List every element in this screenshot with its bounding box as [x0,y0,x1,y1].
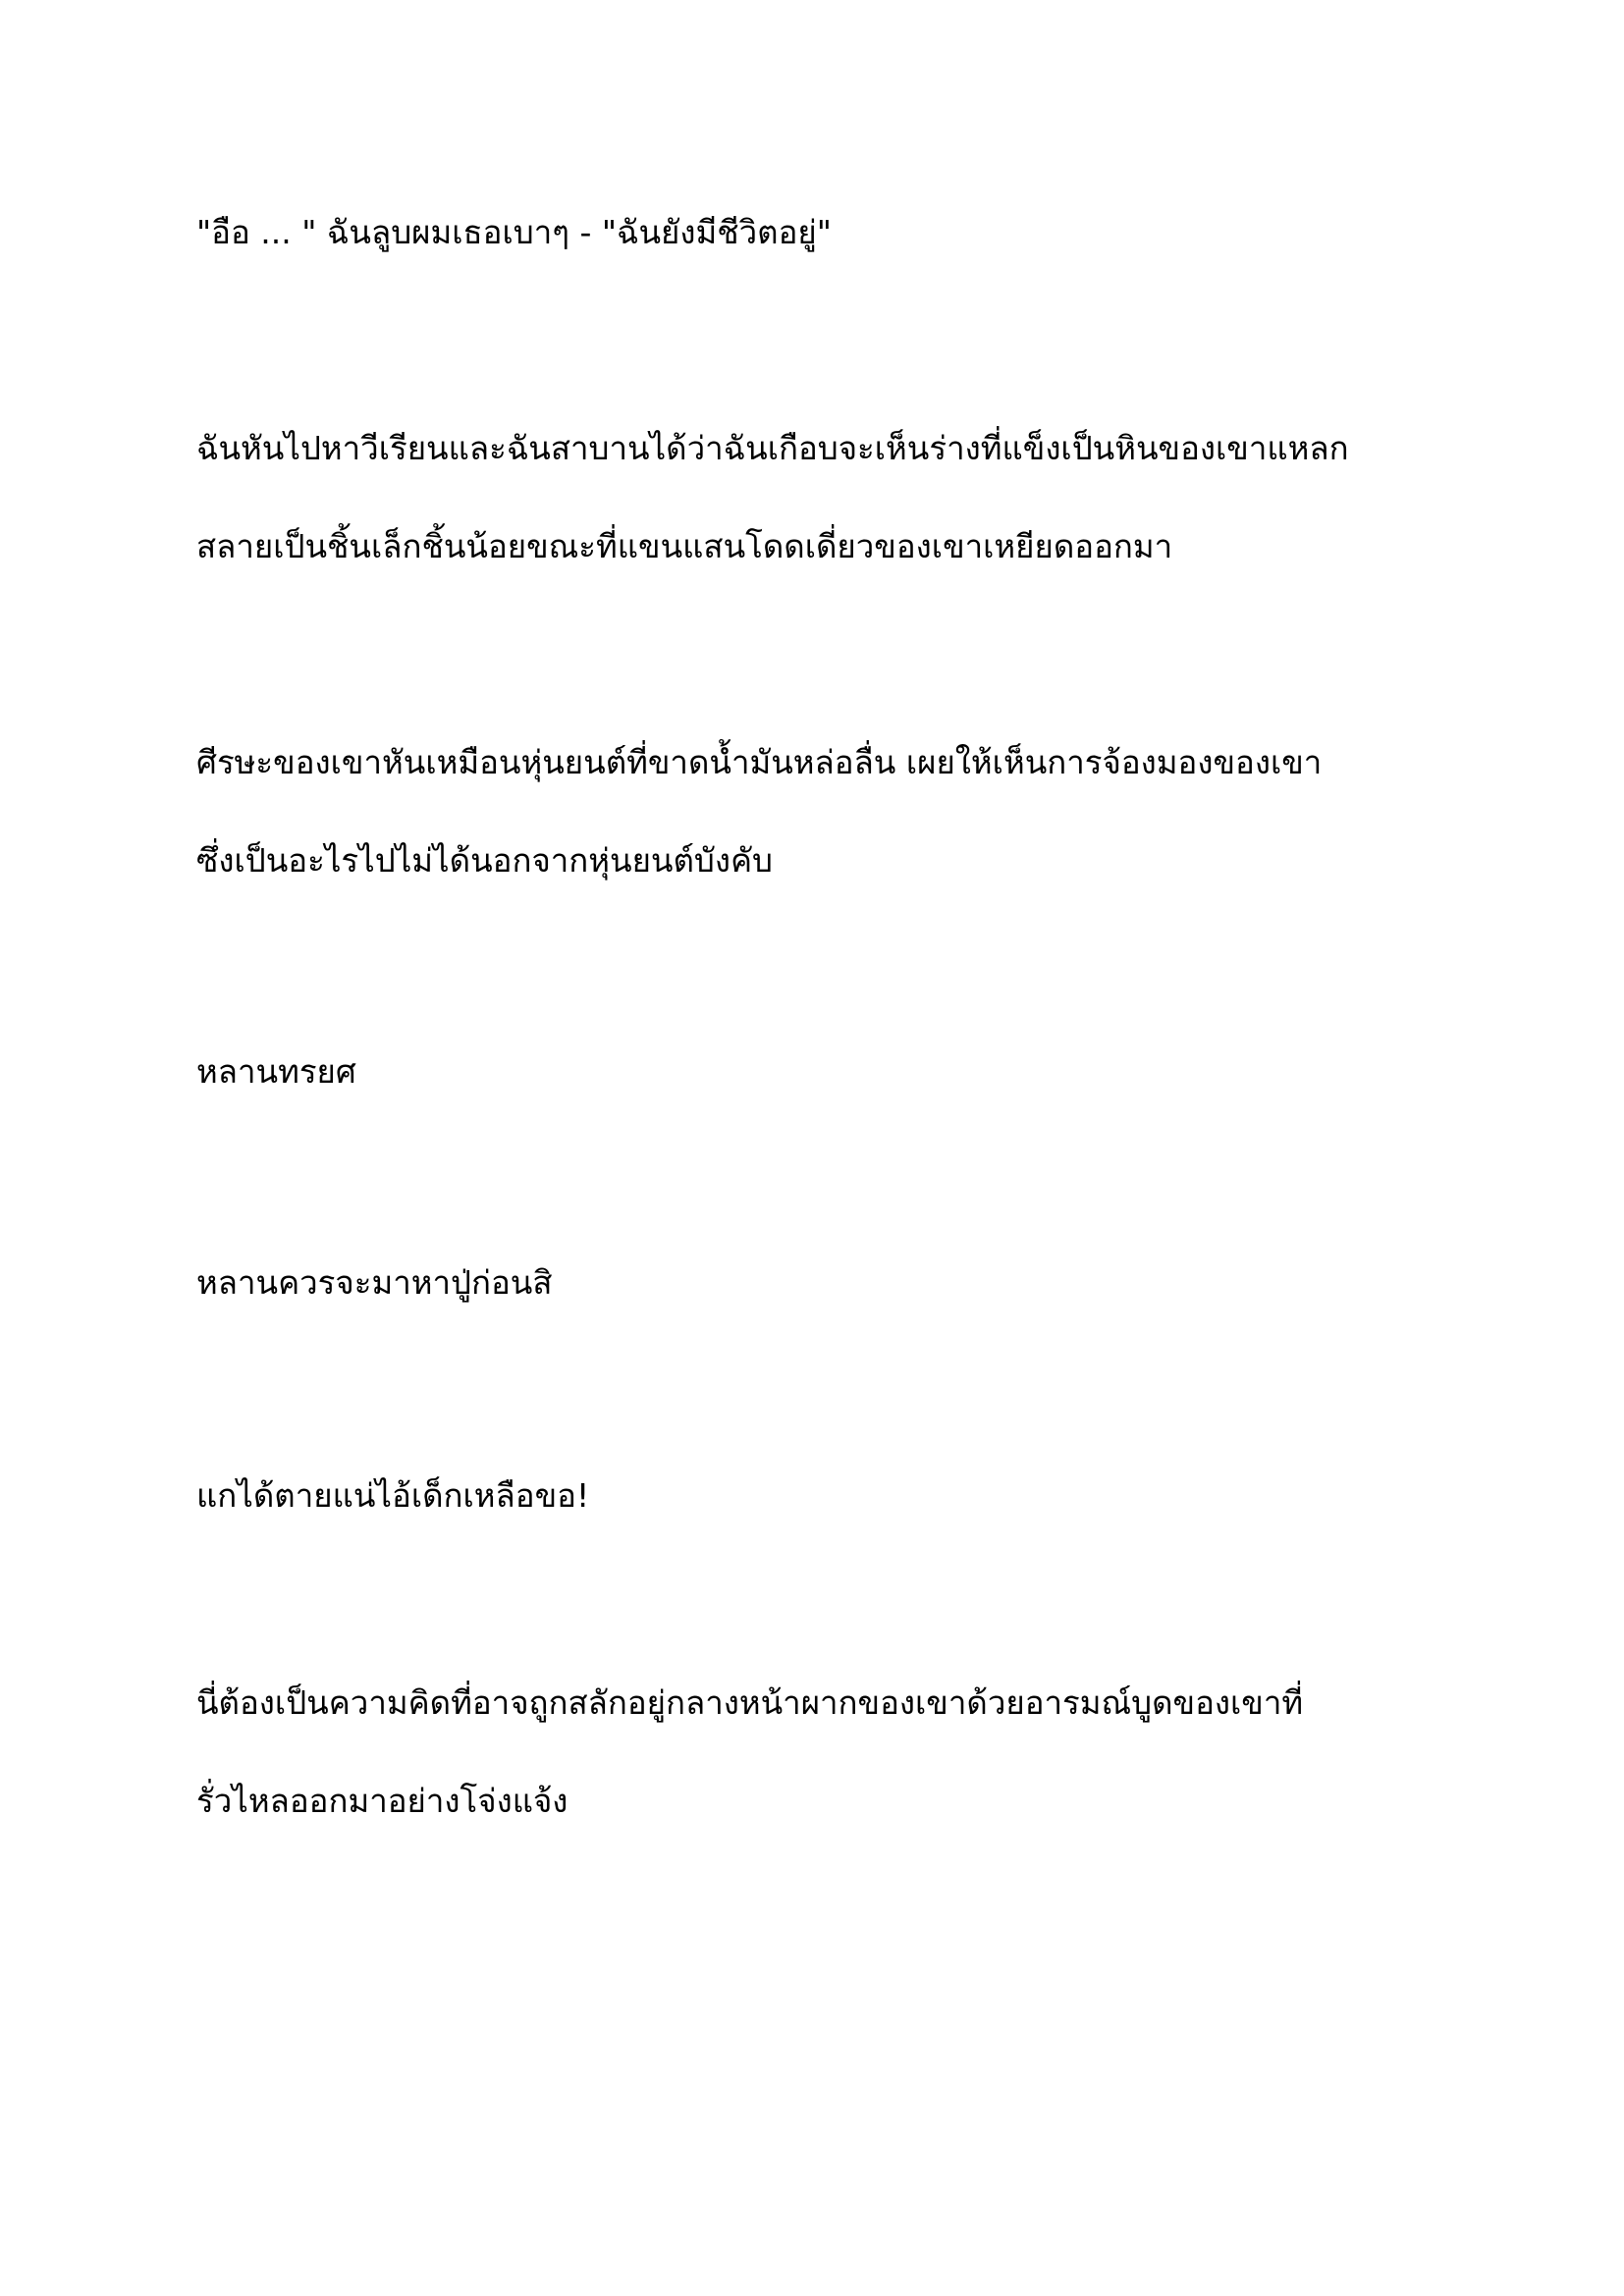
paragraph-robot [196,743,1473,888]
paragraph-vivian [196,429,1473,574]
text-line: ฉันหันไปหาวีเรียนและฉันสาบานได้ว่าฉันเกือบจะเห็นร่างที่แข็งเป็นหินของเขาแหลก [196,429,1349,467]
text-line: รั่วไหลออกมาอย่างโจ่งแจ้ง [196,1782,568,1820]
text-line: แกได้ตายแน่ไอ้เด็กเหลือขอ! [196,1476,590,1515]
text-line: นี่ต้องเป็นความคิดที่อาจถูกสลักอยู่กลางหน้าผากของเขาด้วยอารมณ์บูดของเขาที่ [196,1683,1304,1722]
paragraph-traitor [196,1052,1473,1099]
text-line: หลานทรยศ [196,1052,356,1091]
text-line: หลานควรจะมาหาปู่ก่อนสิ [196,1263,553,1302]
text-line: "อือ ... " ฉันลูบผมเธอเบาๆ - "ฉันยังมีชีวิตอยู่" [196,213,832,251]
text-line: ซึ่งเป็นอะไรไปไม่ได้นอกจากหุ่นยนต์บังคับ [196,841,774,880]
text-line: ศีรษะของเขาหันเหมือนหุ่นยนต์ที่ขาดน้ำมันหล่อลื่น เผยให้เห็นการจ้องมองของเขา [196,743,1323,781]
paragraph-thought [196,1683,1473,1829]
paragraph-grandpa [196,1263,1473,1310]
paragraph-dialogue [196,213,1473,260]
text-line: สลายเป็นชิ้นเล็กชิ้นน้อยขณะที่แขนแสนโดดเดี่ยวของเขาเหยียดออกมา [196,527,1173,565]
paragraph-threat [196,1476,1473,1523]
